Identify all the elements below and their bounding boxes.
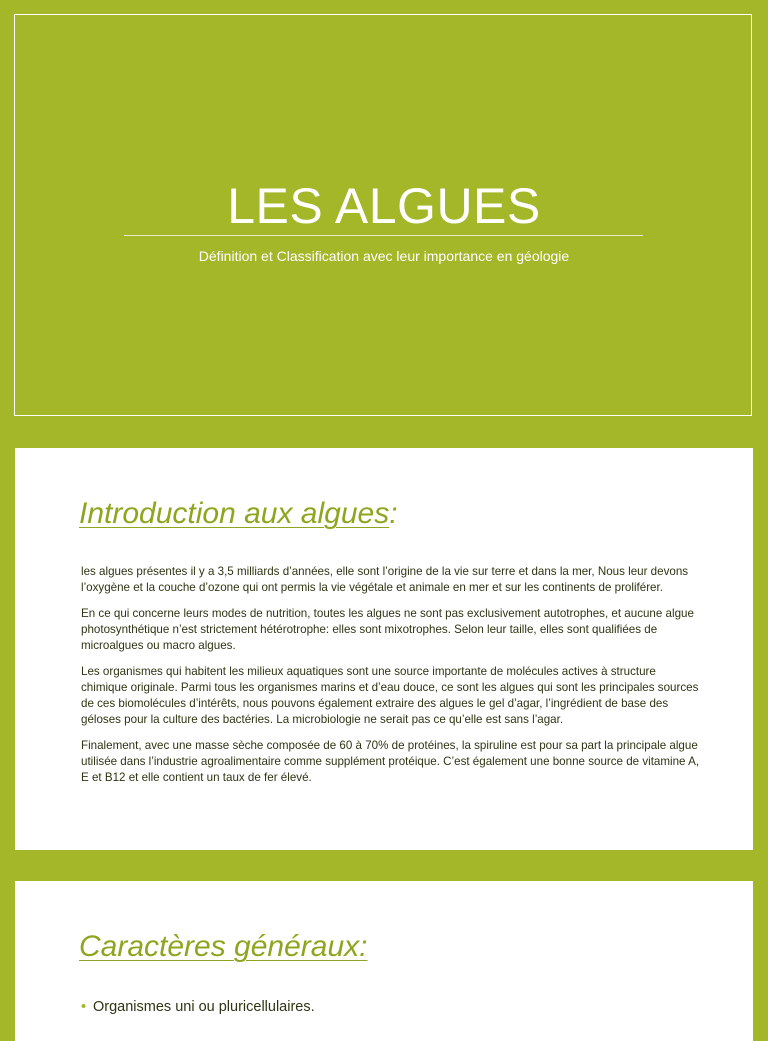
bullet-icon: • bbox=[81, 999, 87, 1015]
intro-body bbox=[81, 564, 701, 796]
title-slide bbox=[0, 0, 768, 432]
general-slide bbox=[15, 881, 753, 1041]
intro-slide bbox=[15, 448, 753, 850]
intro-paragraph: Finalement, avec une masse sèche composée de 60 à 70% de protéines, la spiruline est pour sa part la principale algue utilisée dans l’industrie agroalimentaire comme supplément protéique. C’est également une bonne source de vitamine A, E et B12 et elle contient un taux de fer élevé. bbox=[81, 739, 700, 784]
title-divider bbox=[124, 235, 643, 236]
intro-paragraph: Les organismes qui habitent les milieux aquatiques sont une source importante de molécules actives à structure chimique originale. Parmi tous les organismes marins et d’eau douce, ce sont les algues qui sont les principales sources de ces biomolécules d’intérêts, nous pouvons également extraire des algues le gel d’agar, l’ingrédient de base des géloses pour la culture des bactéries. La microbiologie ne serait pas ce qu’elle est sans l’agar. bbox=[81, 665, 699, 726]
intro-heading-colon: : bbox=[389, 497, 398, 530]
intro-heading bbox=[79, 494, 398, 534]
general-heading bbox=[79, 927, 368, 967]
presentation-subtitle: Définition et Classification avec leur importance en géologie bbox=[198, 248, 570, 264]
general-bullet-list bbox=[81, 997, 701, 1017]
list-item bbox=[81, 997, 701, 1017]
list-item-text: Organismes uni ou pluricellulaires. bbox=[93, 999, 315, 1015]
general-heading-text: Caractères généraux: bbox=[79, 930, 368, 963]
intro-paragraph: les algues présentes il y a 3,5 milliards d’années, elle sont l’origine de la vie sur terre et dans la mer, Nous leur devons l’oxygène et la couche d’ozone qui ont permis la vie végétale et animale en mer et sur les continents de proliférer. bbox=[81, 565, 689, 594]
intro-paragraph: En ce qui concerne leurs modes de nutrition, toutes les algues ne sont pas exclusivement autotrophes, et aucune algue photosynthétique n’est strictement hétérotrophe: elles sont mixotrophes. Selon leur taille, elles sont qualifiées de microalgues ou macro algues. bbox=[81, 607, 694, 652]
intro-heading-text: Introduction aux algues bbox=[79, 497, 390, 530]
presentation-title: LES ALGUES bbox=[227, 178, 541, 234]
